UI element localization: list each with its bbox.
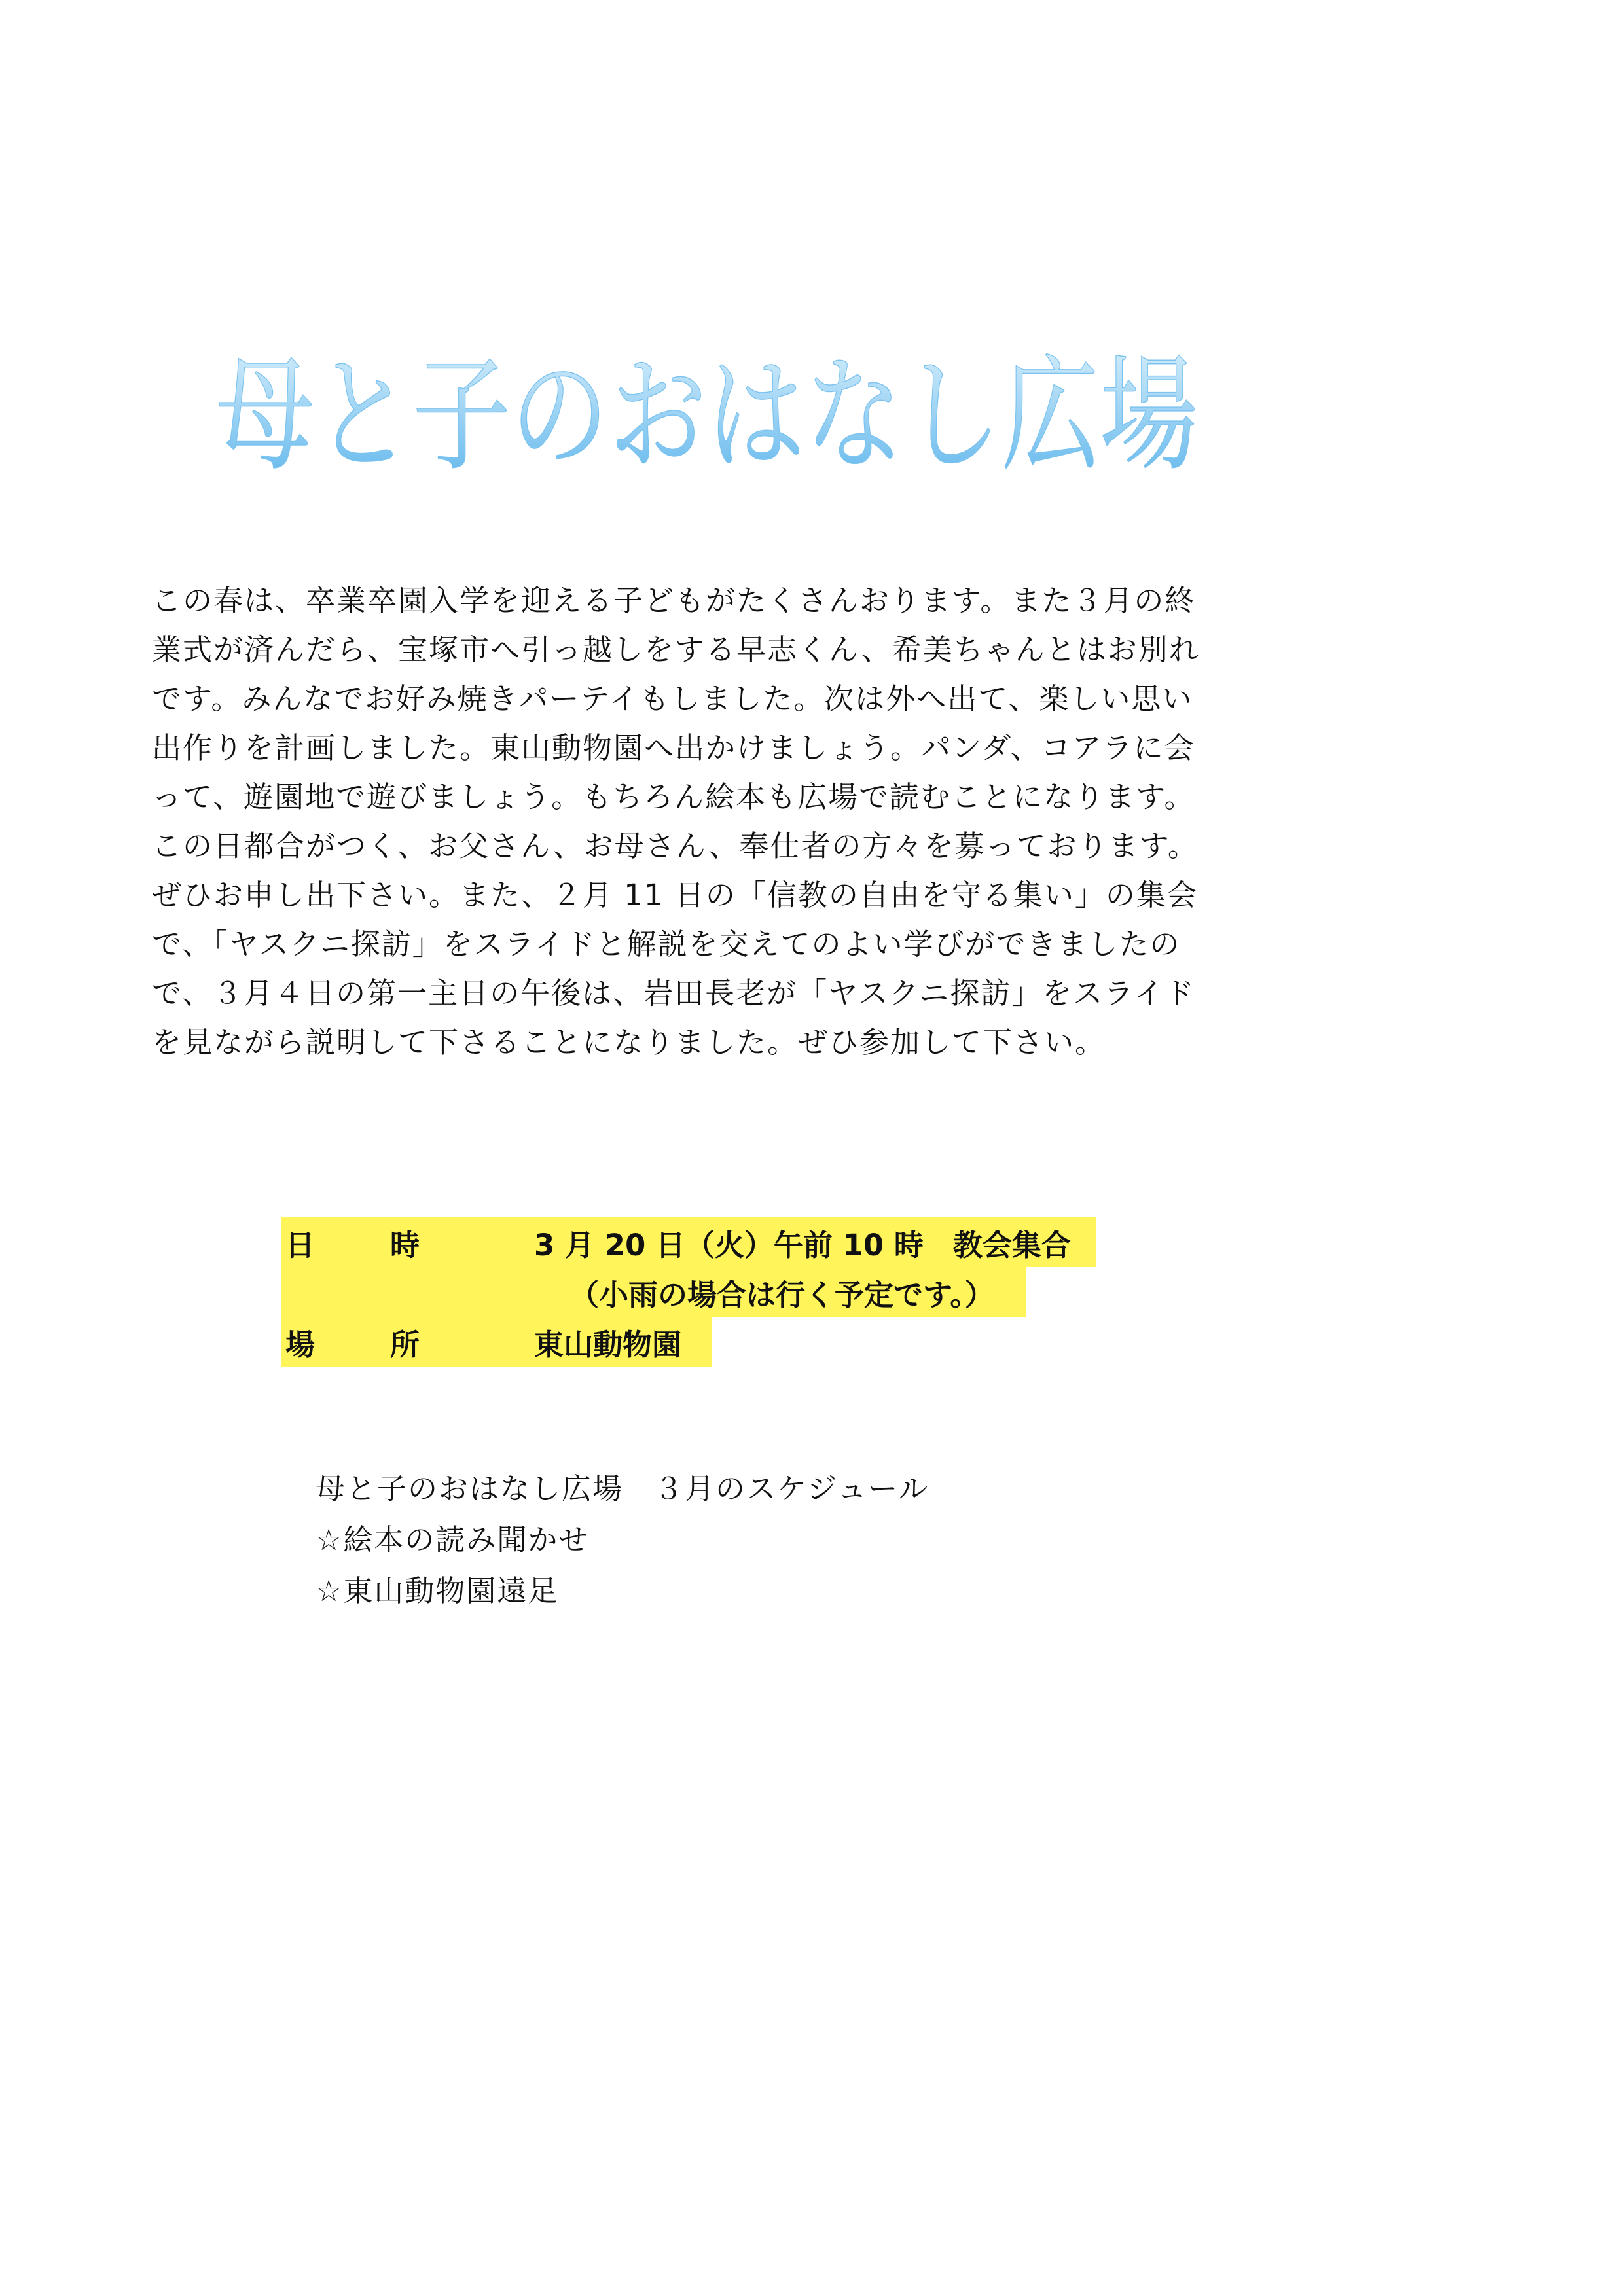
body-line: 業式が済んだら、宝塚市へ引っ越しをする早志くん、希美ちゃんとはお別れ: [152, 632, 1200, 667]
rain-note: （小雨の場合は行く予定です。）: [569, 1277, 994, 1312]
body-line: 出作りを計画しました。東山動物園へ出かけましょう。パンダ、コアラに会: [152, 730, 1195, 765]
place-row: [281, 1317, 712, 1367]
body-line: ぜひお申し出下さい。また、２月 11 日の「信教の自由を守る集い」の集会: [152, 878, 1198, 912]
body-line: この日都合がつく、お父さん、お母さん、奉仕者の方々を募っております。: [152, 829, 1199, 863]
place-label-1: 場: [285, 1327, 316, 1362]
date-label-1: 日: [285, 1227, 316, 1263]
body-paragraph: [152, 576, 1304, 1067]
body-line: この春は、卒業卒園入学を迎える子どもがたくさんおります。また３月の終: [152, 583, 1196, 618]
body-line: を見ながら説明して下さることになりました。ぜひ参加して下さい。: [152, 1025, 1106, 1060]
schedule-block: [316, 1463, 929, 1617]
title-wordart: [196, 249, 1218, 524]
note-row: [281, 1267, 1026, 1317]
body-line: です。みんなでお好み焼きパーテイもしました。次は外へ出て、楽しい思い: [152, 681, 1193, 716]
page-title: [196, 249, 1218, 524]
schedule-item: ☆東山動物園遠足: [316, 1573, 559, 1608]
body-line: で、「ヤスクニ探訪」をスライドと解説を交えてのよい学びができましたの: [152, 927, 1181, 961]
date-value: 3 月 20 日（火）午前 10 時 教会集合: [534, 1227, 1071, 1263]
body-line: って、遊園地で遊びましょう。もちろん絵本も広場で読むことになります。: [152, 780, 1195, 814]
place-value: 東山動物園: [534, 1327, 682, 1362]
event-info-block: [281, 1217, 1096, 1367]
date-label-2: 時: [390, 1227, 420, 1263]
schedule-item: ☆絵本の読み聞かせ: [316, 1522, 590, 1557]
title-text: 母と子のおはなし広場: [216, 343, 1198, 488]
date-row: [281, 1217, 1096, 1267]
schedule-heading: 母と子のおはなし広場 ３月のスケジュール: [316, 1471, 929, 1506]
body-line: で、３月４日の第一主日の午後は、岩田長老が「ヤスクニ探訪」をスライド: [152, 976, 1195, 1011]
place-label-2: 所: [390, 1327, 420, 1362]
